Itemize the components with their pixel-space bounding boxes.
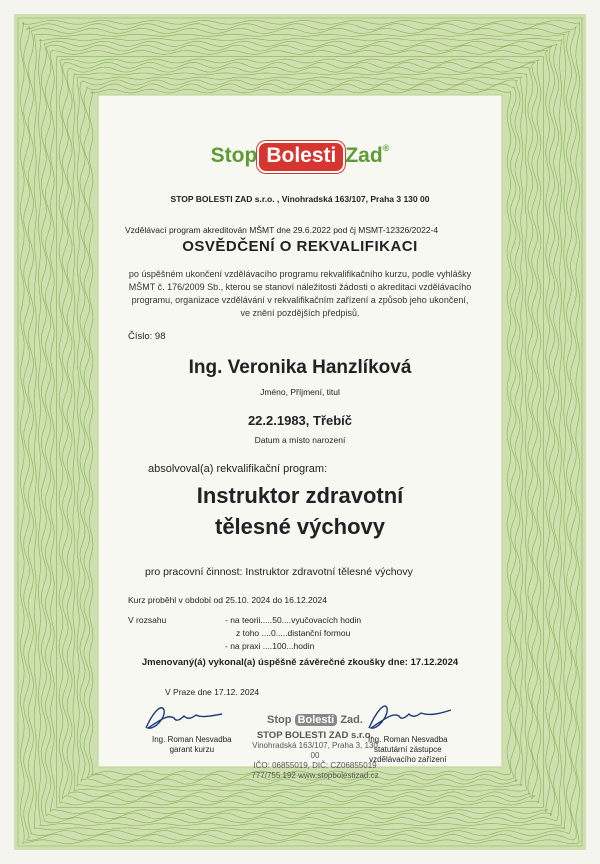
- intro-line-2: MŠMT č. 176/2009 Sb., kterou se stanoví náležitosti žádosti o akreditaci vzdělávacího: [128, 282, 472, 292]
- signer-right-name: Ing. Roman Nesvadba: [368, 735, 448, 744]
- signer-right-role-2: vzdělávacího zařízení: [369, 755, 447, 764]
- stamp-contact: 777/755 192 www.stopbolestizad.cz: [251, 771, 379, 780]
- company-logo: Stop Bolesti Zad®: [0, 143, 600, 171]
- scope-label: V rozsahu: [128, 615, 167, 625]
- birth-info: 22.2.1983, Třebíč: [247, 413, 353, 428]
- scope-distance: z toho ....0.....distanční formou: [236, 628, 351, 638]
- stamp-company: STOP BOLESTI ZAD s.r.o.: [256, 730, 374, 741]
- signer-right: [368, 735, 448, 765]
- signer-left-role: garant kurzu: [169, 745, 215, 754]
- signature-left: [140, 700, 230, 736]
- company-stamp: [250, 715, 380, 781]
- course-period: Kurz proběhl v období od 25.10. 2024 do 16.12.2024: [128, 595, 327, 605]
- certificate-number: Číslo: 98: [128, 331, 166, 342]
- activity-line: pro pracovní činnost: Instruktor zdravotní tělesné výchovy: [145, 566, 413, 578]
- place-date: V Praze dne 17.12. 2024: [165, 687, 260, 697]
- intro-line-1: po úspěšném ukončení vzdělávacího programu rekvalifikačního kurzu, podle vyhlášky: [128, 269, 472, 279]
- program-name-line-2: tělesné výchovy: [215, 514, 385, 539]
- program-name-line-1: Instruktor zdravotní: [196, 483, 404, 508]
- company-address: STOP BOLESTI ZAD s.r.o. , Vinohradská 163/107, Praha 3 130 00: [170, 194, 430, 204]
- stamp-address: Vinohradská 163/107, Praha 3, 130 00: [252, 741, 378, 760]
- intro-line-3: programu, organizace vzdělávání v rekvalifikačním zařízení a způsob jeho ukončení,: [131, 295, 469, 305]
- holder-name: Ing. Veronika Hanzlíková: [188, 357, 412, 378]
- name-caption: Jméno, Příjmení, titul: [260, 387, 340, 397]
- scope-theory: - na teorii.....50....vyučovacích hodin: [225, 615, 362, 625]
- stamp-logo: Stop Bolesti Zad.: [267, 714, 363, 726]
- accreditation-line: Vzdělávací program akreditován MŠMT dne 29.6.2022 pod čj MSMT-12326/2022-4: [125, 225, 439, 235]
- scope-practice: - na praxi ....100...hodin: [225, 641, 315, 651]
- birth-caption: Datum a místo narození: [254, 435, 346, 445]
- signer-left: [152, 735, 232, 755]
- exam-line: Jmenovaný(á) vykonal(a) úspěšně závěrečné zkoušky dne: 17.12.2024: [141, 657, 459, 668]
- certificate-title: OSVĚDČENÍ O REKVALIFIKACI: [182, 238, 418, 255]
- signer-right-role-1: statutární zástupce: [374, 745, 442, 754]
- signer-left-name: Ing. Roman Nesvadba: [152, 735, 232, 744]
- completed-label: absolvoval(a) rekvalifikační program:: [148, 463, 328, 475]
- stamp-ids: IČO: 06855019, DIČ: CZ06855019: [253, 761, 377, 770]
- intro-line-4: ve znění pozdějších předpisů.: [240, 308, 360, 318]
